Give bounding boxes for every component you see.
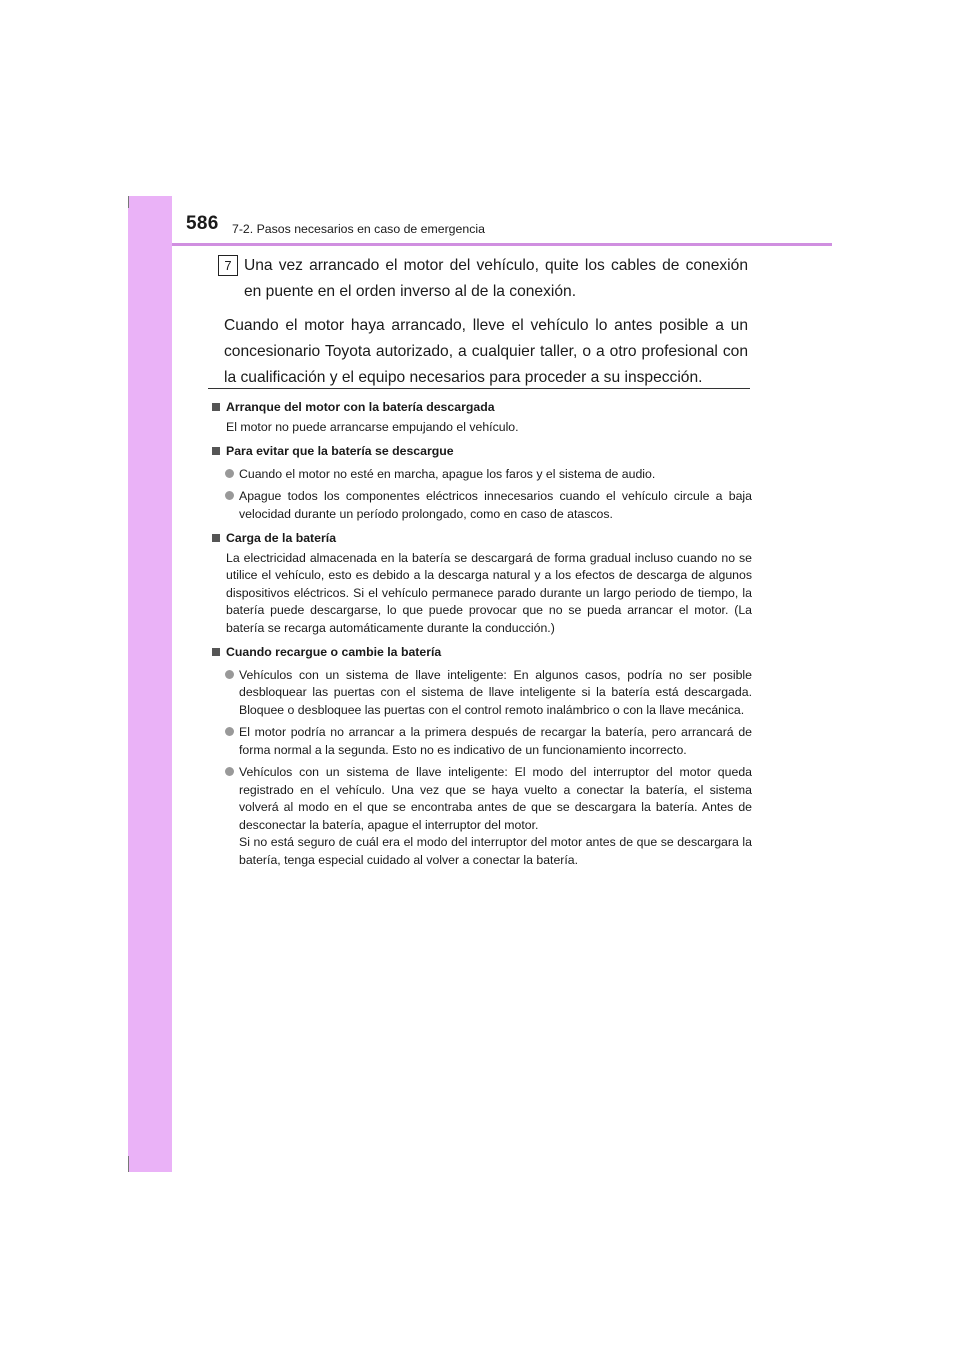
section-divider <box>208 388 750 389</box>
square-bullet-icon <box>212 447 220 455</box>
step-block <box>218 253 748 391</box>
step-note: Cuando el motor haya arrancado, lleve el vehículo lo antes posible a un concesionario Toyota autorizado, a cualquier taller, o a otro profesional con la cualificación y el equipo necesarios para proceder a su inspección. <box>224 317 748 386</box>
notes-section <box>212 399 752 869</box>
section-title: 7-2. Pasos necesarios en caso de emergencia <box>232 222 485 236</box>
circle-bullet-icon <box>225 727 234 736</box>
square-bullet-icon <box>212 648 220 656</box>
step-text: Una vez arrancado el motor del vehículo, quite los cables de conexión en puente en el orden inverso al de la conexión. <box>244 257 748 300</box>
note-heading: Cuando recargue o cambie la batería <box>212 644 752 662</box>
circle-bullet-icon <box>225 469 234 478</box>
step-number-box: 7 <box>218 255 238 276</box>
note-body: El motor no puede arrancarse empujando el vehículo. <box>226 419 519 434</box>
note-heading: Para evitar que la batería se descargue <box>212 443 752 461</box>
circle-bullet-icon <box>225 767 234 776</box>
circle-bullet-icon <box>225 670 234 679</box>
note-bullet: Apague todos los componentes eléctricos innecesarios cuando el vehículo circule a baja velocidad durante un período prolongado, como en caso de atascos. <box>212 488 752 523</box>
page-number: 586 <box>186 213 219 234</box>
note-bullet: Vehículos con un sistema de llave inteligente: En algunos casos, podría no ser posible desbloquear las puertas con el sistema de llave inteligente si la batería está descargada. Bloquee o desbloquee las puertas con el control remoto inalámbrico o con la llave mecánica. <box>212 667 752 720</box>
square-bullet-icon <box>212 534 220 542</box>
note-bullet: Vehículos con un sistema de llave inteligente: El modo del interruptor del motor queda registrado en el vehículo. Una vez que se haya vuelto a conectar la batería, el sistema volverá al modo en el que se encontraba antes de que se descargara la batería. Antes de desconectar la batería, apague el interruptor del motor. Si no está seguro de cuál era el modo del interruptor del motor antes de que se descargara la batería, tenga especial cuidado al volver a conectar la batería. <box>212 764 752 869</box>
crop-mark-bottom <box>128 1156 129 1172</box>
crop-mark-top <box>128 196 129 208</box>
header-rule <box>172 243 832 246</box>
chapter-sidebar-tab <box>128 196 172 1172</box>
square-bullet-icon <box>212 403 220 411</box>
note-heading: Carga de la batería <box>212 530 752 548</box>
circle-bullet-icon <box>225 491 234 500</box>
note-heading: Arranque del motor con la batería descargada <box>212 399 752 417</box>
note-body: La electricidad almacenada en la batería se descargará de forma gradual incluso cuando no se utilice el vehículo, esto es debido a la descarga natural y a los efectos de descarga de algunos dispositivos eléctricos. Si el vehículo permanece parado durante un largo periodo de tiempo, la batería puede descargarse, lo que puede provocar que no se pueda arrancar el motor. (La batería se recarga automáticamente durante la conducción.) <box>226 550 752 635</box>
note-bullet: El motor podría no arrancar a la primera después de recargar la batería, pero arrancará de forma normal a la segunda. Esto no es indicativo de un funcionamiento incorrecto. <box>212 724 752 759</box>
note-bullet: Cuando el motor no esté en marcha, apague los faros y el sistema de audio. <box>212 466 752 484</box>
